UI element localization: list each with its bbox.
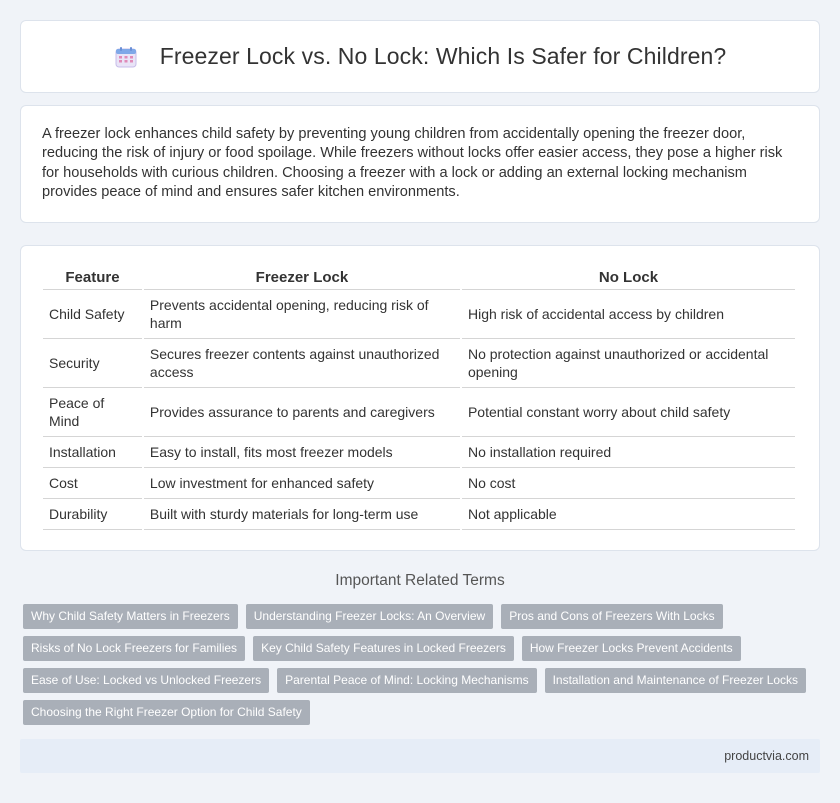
related-terms-list xyxy=(23,604,813,732)
cell-no-lock: No installation required xyxy=(462,437,795,468)
cell-feature: Security xyxy=(43,339,142,388)
header-feature: Feature xyxy=(43,264,142,290)
related-term-tag[interactable]: Choosing the Right Freezer Option for Child Safety xyxy=(23,700,310,725)
related-term-tag[interactable]: Key Child Safety Features in Locked Freezers xyxy=(253,636,514,661)
header-freezer-lock: Freezer Lock xyxy=(144,264,460,290)
related-term-tag[interactable]: Risks of No Lock Freezers for Families xyxy=(23,636,245,661)
cell-no-lock: No cost xyxy=(462,468,795,499)
tag-row xyxy=(23,604,813,629)
comparison-table xyxy=(41,264,797,530)
related-term-tag[interactable]: Understanding Freezer Locks: An Overview xyxy=(246,604,493,629)
cell-freezer-lock: Prevents accidental opening, reducing risk of harm xyxy=(144,290,460,339)
footer xyxy=(20,739,820,773)
cell-freezer-lock: Provides assurance to parents and caregivers xyxy=(144,388,460,437)
related-term-tag[interactable]: Pros and Cons of Freezers With Locks xyxy=(501,604,722,629)
intro-paragraph: A freezer lock enhances child safety by preventing young children from accidentally opening the freezer door, reducing the risk of injury or food spoilage. While freezers without locks offer easier access, they pose a higher risk for households with curious children. Choosing a freezer with a lock or adding an external locking mechanism provides peace of mind and ensures safer kitchen environments. xyxy=(42,126,783,201)
related-term-tag[interactable]: Parental Peace of Mind: Locking Mechanisms xyxy=(277,668,536,693)
related-term-tag[interactable]: How Freezer Locks Prevent Accidents xyxy=(522,636,741,661)
cell-feature: Installation xyxy=(43,437,142,468)
table-row xyxy=(43,437,795,468)
footer-site-link[interactable]: productvia.com xyxy=(724,749,809,763)
cell-no-lock: Not applicable xyxy=(462,499,795,530)
related-terms-title: Important Related Terms xyxy=(335,572,505,589)
table-row xyxy=(43,468,795,499)
tag-row xyxy=(23,700,813,725)
cell-no-lock: Potential constant worry about child safety xyxy=(462,388,795,437)
related-term-tag[interactable]: Why Child Safety Matters in Freezers xyxy=(23,604,238,629)
table-row xyxy=(43,388,795,437)
table-row xyxy=(43,339,795,388)
cell-freezer-lock: Low investment for enhanced safety xyxy=(144,468,460,499)
table-header-row xyxy=(43,264,795,290)
page-title: Freezer Lock vs. No Lock: Which Is Safer for Children? xyxy=(159,43,727,69)
calendar-icon xyxy=(114,45,138,69)
tag-row xyxy=(23,668,813,693)
cell-feature: Peace of Mind xyxy=(43,388,142,437)
cell-freezer-lock: Easy to install, fits most freezer models xyxy=(144,437,460,468)
cell-feature: Cost xyxy=(43,468,142,499)
related-term-tag[interactable]: Installation and Maintenance of Freezer Locks xyxy=(545,668,806,693)
cell-no-lock: High risk of accidental access by children xyxy=(462,290,795,339)
cell-feature: Durability xyxy=(43,499,142,530)
header-no-lock: No Lock xyxy=(462,264,795,290)
title-card xyxy=(20,20,820,93)
table-row xyxy=(43,499,795,530)
comparison-card xyxy=(20,245,820,551)
cell-freezer-lock: Secures freezer contents against unauthorized access xyxy=(144,339,460,388)
table-row xyxy=(43,290,795,339)
tag-row xyxy=(23,636,813,661)
related-term-tag[interactable]: Ease of Use: Locked vs Unlocked Freezers xyxy=(23,668,269,693)
cell-feature: Child Safety xyxy=(43,290,142,339)
intro-card xyxy=(20,105,820,223)
cell-no-lock: No protection against unauthorized or accidental opening xyxy=(462,339,795,388)
cell-freezer-lock: Built with sturdy materials for long-term use xyxy=(144,499,460,530)
